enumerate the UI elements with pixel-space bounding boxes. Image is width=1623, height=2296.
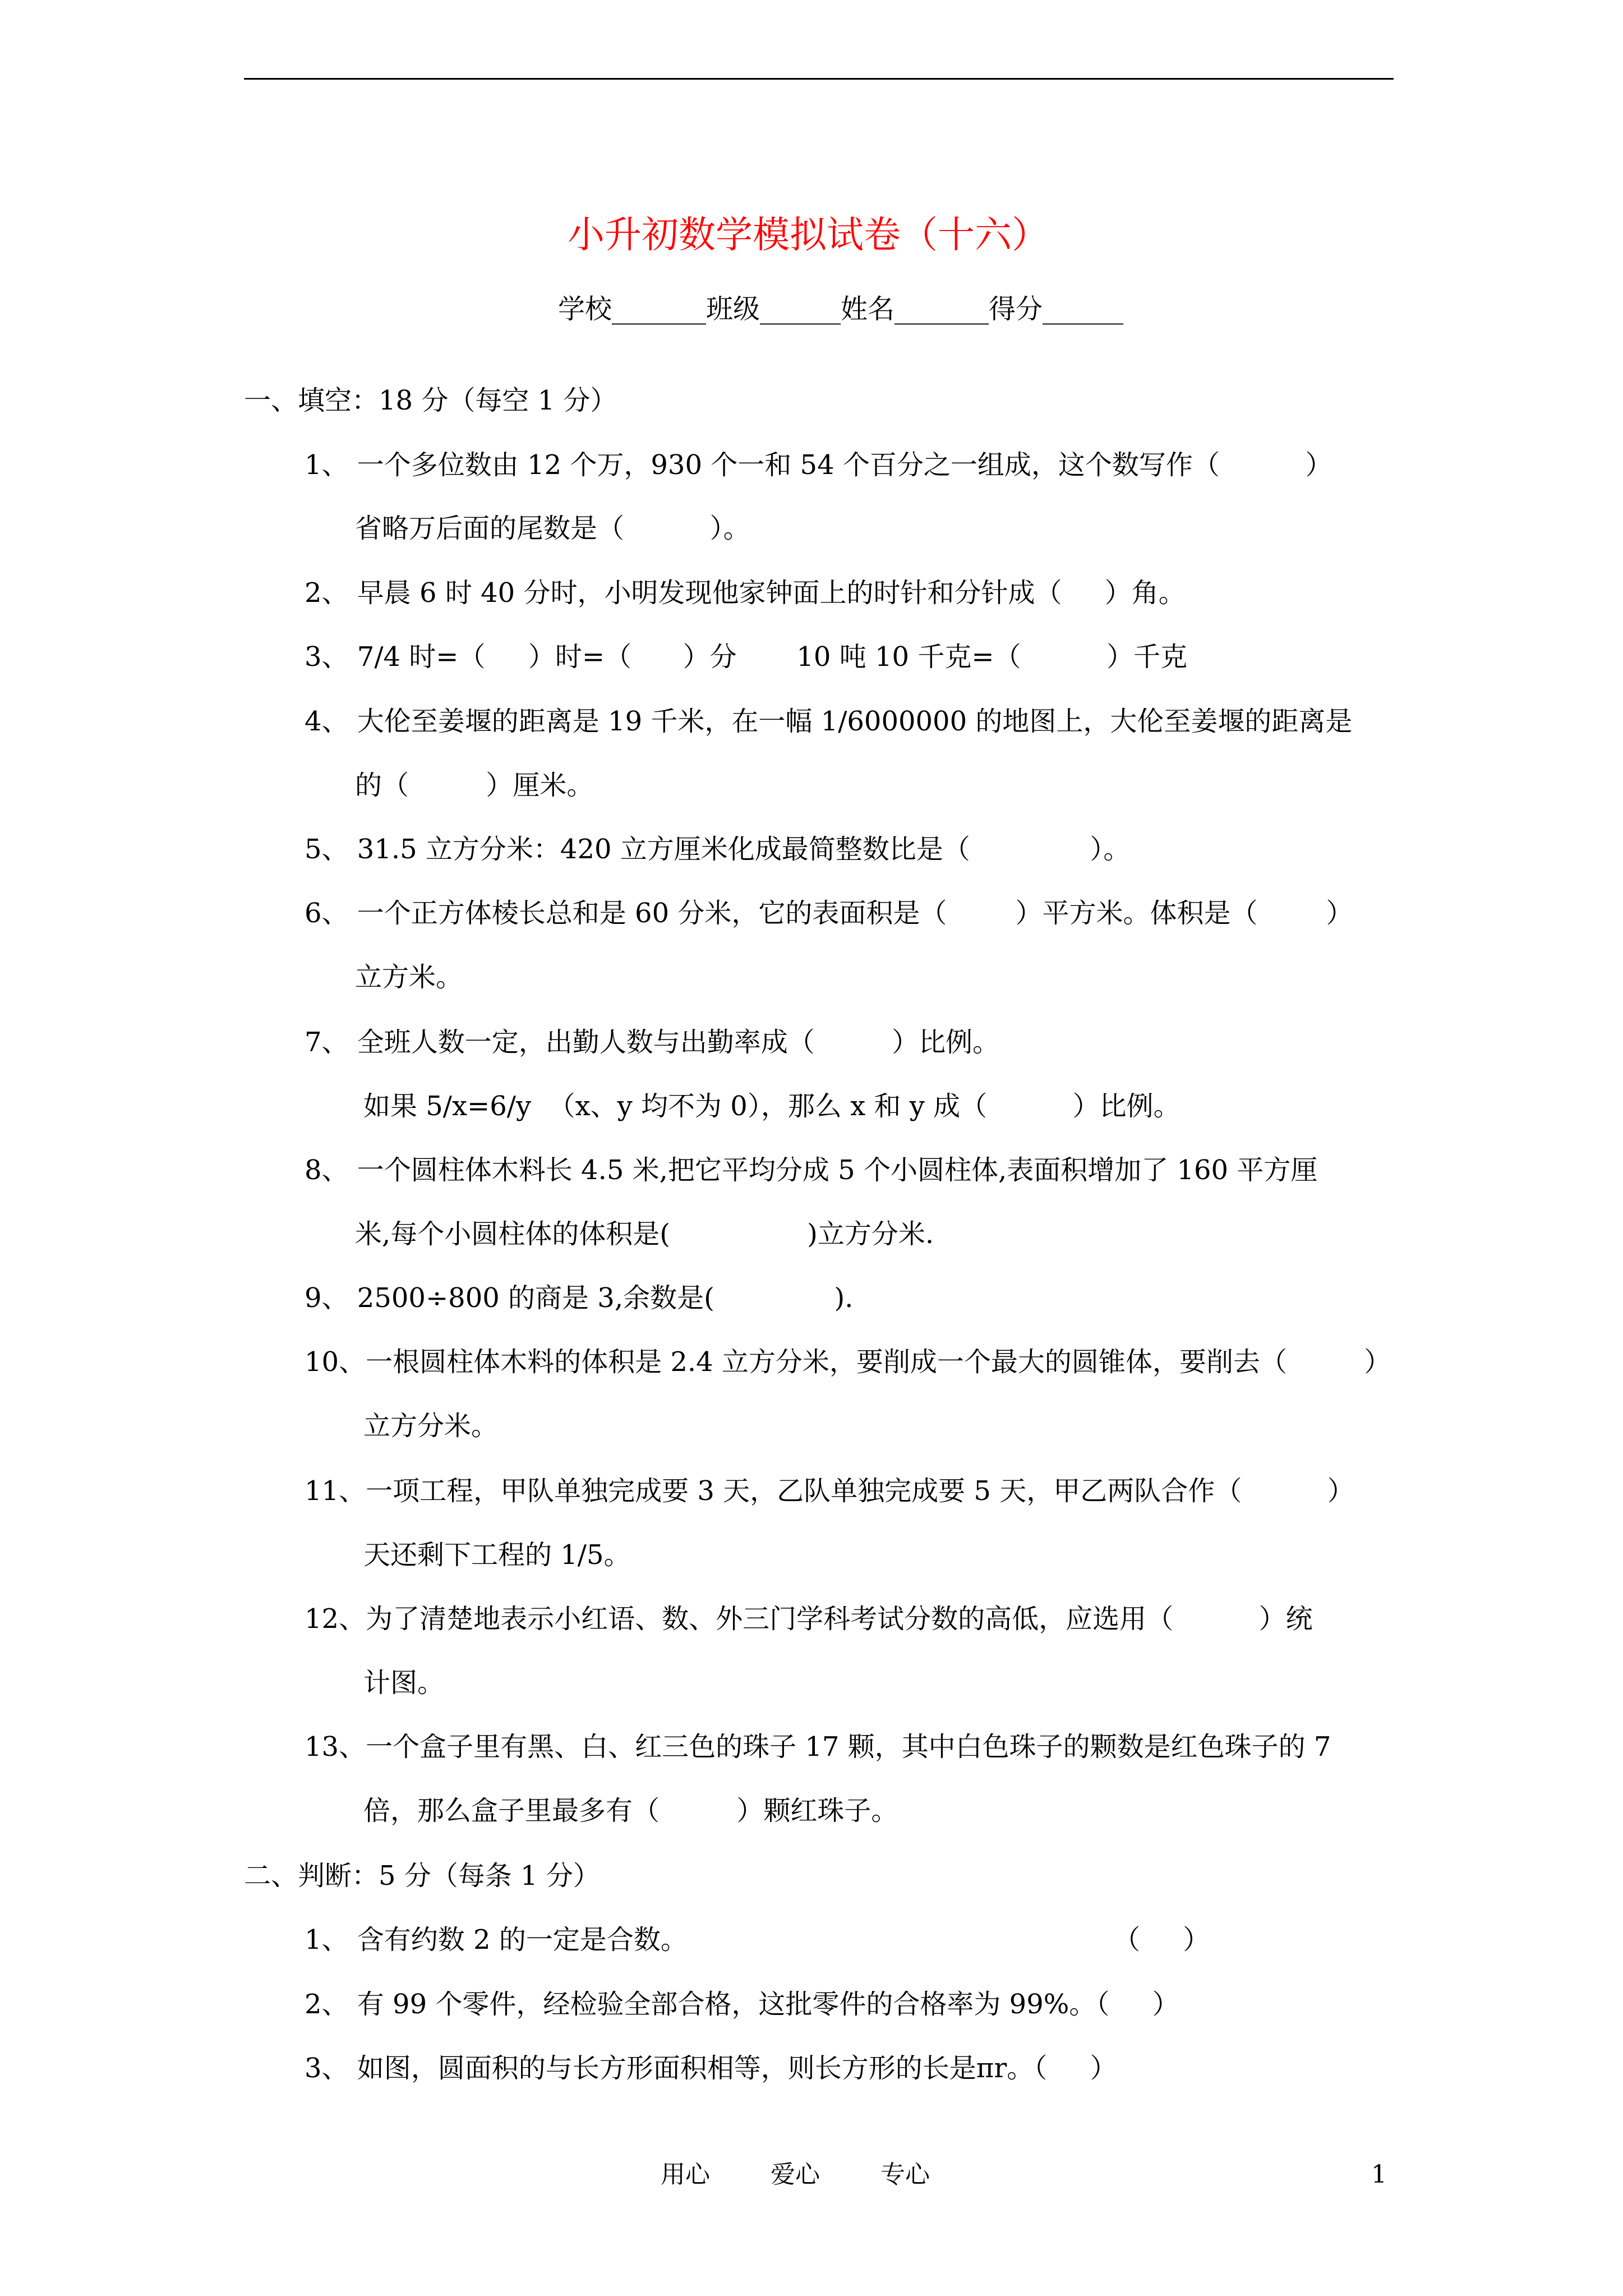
question-line: 3、 7/4 时=（ ）时=（ ）分 10 吨 10 千克=（ ）千克 (305, 641, 1188, 673)
judgement-line: 3、 如图，圆面积的与长方形面积相等，则长方形的长是πr。（ ） (305, 2053, 1117, 2084)
question-line: 7、 全班人数一定，出勤人数与出勤率成（ ）比例。 (305, 1027, 1000, 1058)
question-line: 立方米。 (355, 961, 463, 993)
section-heading-judgement: 二、判断：5 分（每条 1 分） (244, 1860, 600, 1892)
page-title: 小升初数学模拟试卷（十六） (568, 213, 1049, 256)
question-line: 13、一个盒子里有黑、白、红三色的珠子 17 颗，其中白色珠子的颗数是红色珠子的 7 (305, 1731, 1331, 1763)
judgement-line: 2、 有 99 个零件，经检验全部合格，这批零件的合格率为 99%。（ ） (305, 1989, 1179, 2020)
question-line: 10、一根圆柱体木料的体积是 2.4 立方分米，要削成一个最大的圆锥体，要削去（ ） (305, 1346, 1391, 1378)
question-line: 立方分米。 (363, 1410, 499, 1442)
question-line: 天还剩下工程的 1/5。 (363, 1539, 631, 1571)
question-line: 如果 5/x=6/y （x、y 均不为 0），那么 x 和 y 成（ ）比例。 (363, 1091, 1181, 1122)
header-rule (244, 78, 1394, 80)
question-line: 9、 2500÷800 的商是 3,余数是( ). (305, 1282, 854, 1314)
question-line: 12、为了清楚地表示小红语、数、外三门学科考试分数的高低，应选用（ ）统 (305, 1603, 1313, 1635)
question-line: 6、 一个正方体棱长总和是 60 分米，它的表面积是（ ）平方米。体积是（ ） (305, 898, 1353, 929)
question-line: 计图。 (363, 1667, 445, 1699)
question-line: 省略万后面的尾数是（ ）。 (355, 513, 750, 544)
question-line: 4、 大伦至姜堰的距离是 19 千米，在一幅 1/6000000 的地图上，大伦至姜堰的距离是 (305, 706, 1353, 737)
question-line: 倍，那么盒子里最多有（ ）颗红珠子。 (363, 1795, 898, 1826)
question-line: 11、一项工程，甲队单独完成要 3 天，乙队单独完成要 5 天，甲乙两队合作（ ） (305, 1475, 1354, 1507)
question-line: 米,每个小圆柱体的体积是( )立方分米. (355, 1218, 934, 1250)
question-line: 5、 31.5 立方分米：420 立方厘米化成最简整数比是（ ）。 (305, 834, 1131, 865)
question-line: 2、 早晨 6 时 40 分时，小明发现他家钟面上的时针和分针成（ ）角。 (305, 577, 1186, 609)
question-line: 8、 一个圆柱体木料长 4.5 米,把它平均分成 5 个小圆柱体,表面积增加了 160 平方厘 (305, 1154, 1318, 1186)
section-heading-fill-in: 一、填空：18 分（每空 1 分） (244, 385, 617, 416)
footer-motto-2: 爱心 (771, 2160, 820, 2189)
judgement-answer-paren: （ ） (1113, 1924, 1210, 1955)
footer-motto-3: 专心 (880, 2160, 930, 2189)
question-line: 的（ ）厘米。 (355, 770, 594, 801)
footer-motto-1: 用心 (661, 2160, 710, 2189)
question-line: 1、 一个多位数由 12 个万，930 个一和 54 个百分之一组成，这个数写作（ ） (305, 449, 1332, 481)
page-number: 1 (1371, 2160, 1387, 2189)
student-info-line: 学校_______班级______姓名_______得分______ (558, 293, 1124, 325)
judgement-line: 1、 含有约数 2 的一定是合数。 (305, 1924, 688, 1955)
